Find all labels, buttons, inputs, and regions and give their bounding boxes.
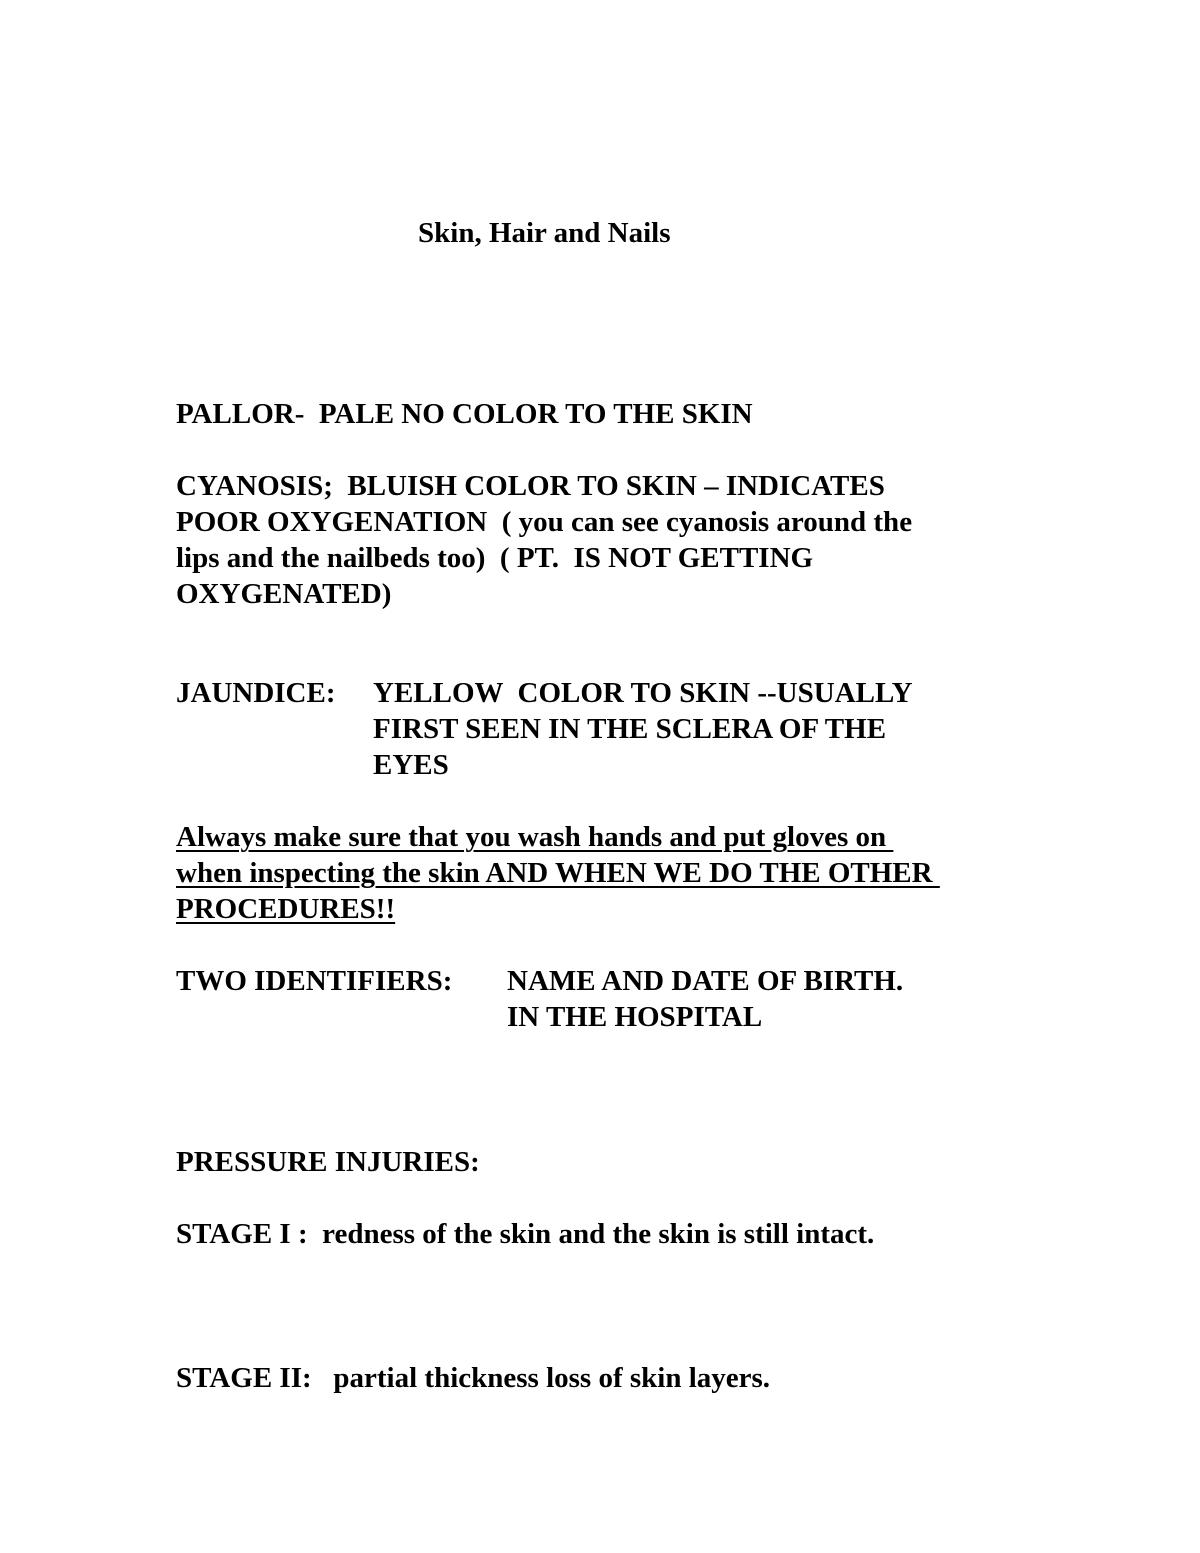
pressure-injuries-heading: PRESSURE INJURIES:: [176, 1146, 480, 1178]
cyanosis-line-4: OXYGENATED): [176, 578, 392, 610]
pallor-definition: PALLOR- PALE NO COLOR TO THE SKIN: [176, 398, 753, 430]
cyanosis-line-1: CYANOSIS; BLUISH COLOR TO SKIN – INDICATES: [176, 470, 885, 502]
identifiers-line-2: IN THE HOSPITAL: [507, 1001, 763, 1033]
identifiers-line-1: NAME AND DATE OF BIRTH.: [507, 965, 904, 997]
cyanosis-line-2: POOR OXYGENATION ( you can see cyanosis around the: [176, 506, 913, 538]
cyanosis-line-3: lips and the nailbeds too) ( PT. IS NOT GETTING: [176, 542, 814, 574]
stage-1-definition: STAGE I : redness of the skin and the skin is still intact.: [176, 1218, 875, 1250]
page-title: Skin, Hair and Nails: [418, 217, 671, 249]
jaundice-line-1: YELLOW COLOR TO SKIN --USUALLY: [373, 677, 913, 709]
jaundice-line-2: FIRST SEEN IN THE SCLERA OF THE: [373, 713, 887, 745]
identifiers-term: TWO IDENTIFIERS:: [176, 965, 453, 997]
jaundice-line-3: EYES: [373, 749, 449, 781]
jaundice-term: JAUNDICE:: [176, 677, 336, 709]
hygiene-warning-line-1: Always make sure that you wash hands and put gloves on: [176, 821, 894, 853]
stage-2-definition: STAGE II: partial thickness loss of skin layers.: [176, 1362, 771, 1394]
hygiene-warning-line-3: PROCEDURES!!: [176, 893, 396, 925]
hygiene-warning-line-2: when inspecting the skin AND WHEN WE DO THE OTHER: [176, 857, 940, 889]
